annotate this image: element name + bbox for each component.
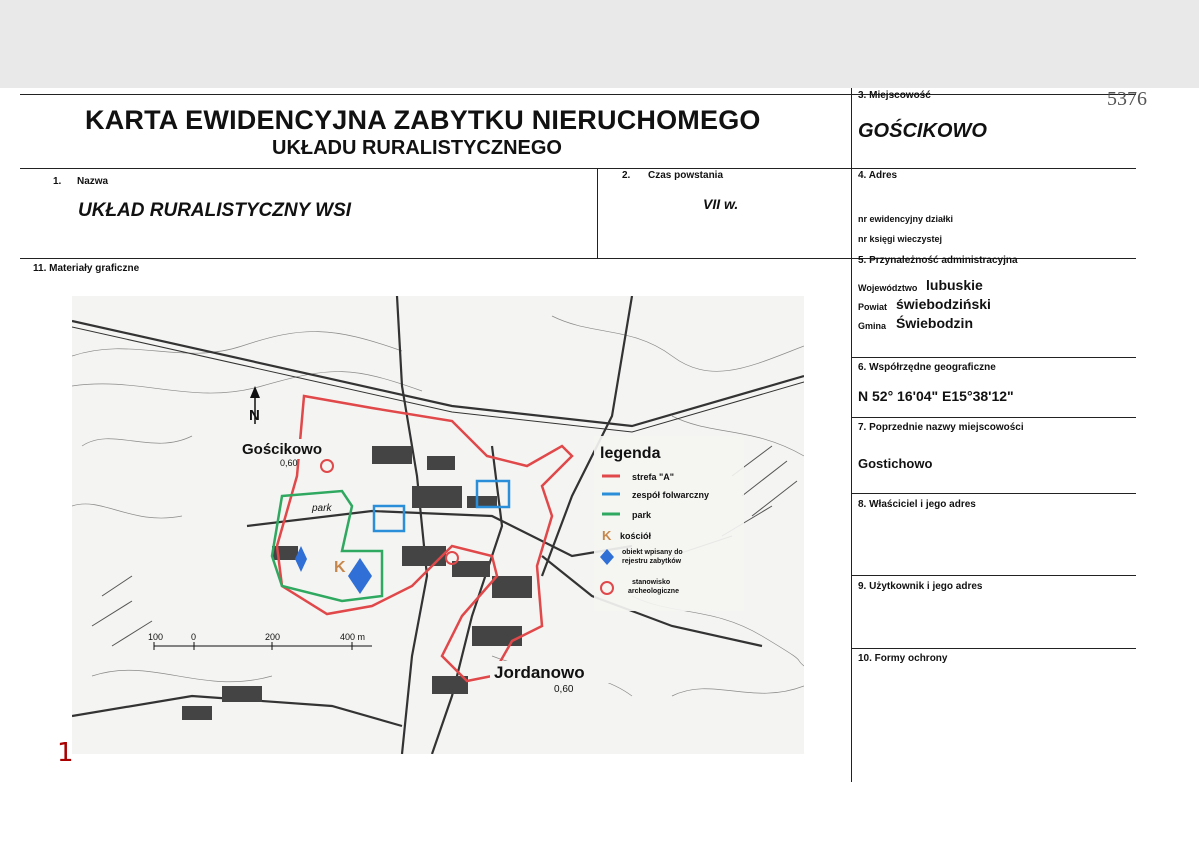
scale-tick-200: 200 xyxy=(265,632,281,642)
legend-label-archaeology-line2: archeologiczne xyxy=(628,588,679,595)
scale-tick-100: 100 xyxy=(148,632,164,642)
locality-label: 3. Miejscowość xyxy=(858,90,931,101)
voivodeship-value: lubuskie xyxy=(926,277,983,293)
commune-value: Świebodzin xyxy=(896,315,973,331)
village-north-elevation: 0,60 xyxy=(280,458,298,468)
creation-time-label: Czas powstania xyxy=(648,170,724,181)
rule-former-bottom xyxy=(851,493,1136,494)
village-south-label: Jordanowo xyxy=(494,663,585,682)
village-north-label: Gościkowo xyxy=(242,441,323,458)
former-names-value: Gostichowo xyxy=(858,456,933,471)
parcel-number-label: nr ewidencyjny działki xyxy=(858,214,954,224)
legend-label-archaeology-line1: stanowisko xyxy=(632,579,671,586)
legend-label-zone: strefa "A" xyxy=(632,472,675,482)
legend-title: legenda xyxy=(600,445,661,462)
legend-label-monument-line2: rejestru zabytków xyxy=(622,558,682,565)
rule-admin-bottom xyxy=(851,357,1136,358)
county-value: świebodziński xyxy=(896,296,991,312)
rule-user-bottom xyxy=(851,648,1136,649)
map-legend xyxy=(594,436,744,611)
name-value: UKŁAD RURALISTYCZNY WSI xyxy=(78,200,352,221)
legend-swatch-church: K xyxy=(602,528,612,543)
creation-time-number: 2. xyxy=(622,170,631,181)
county-label: Powiat xyxy=(858,302,888,312)
rule-top xyxy=(20,94,1136,95)
rule-owner-bottom xyxy=(851,575,1136,576)
former-names-label: 7. Poprzednie nazwy miejscowości xyxy=(858,422,1024,433)
village-south-elevation: 0,60 xyxy=(554,684,574,695)
graphics-label: 11. Materiały graficzne xyxy=(33,263,140,274)
scale-tick-400: 400 m xyxy=(340,632,366,642)
legend-label-park: park xyxy=(632,510,652,520)
card-title: KARTA EWIDENCYJNA ZABYTKU NIERUCHOMEGO xyxy=(85,105,761,135)
commune-label: Gmina xyxy=(858,321,887,331)
park-map-label: park xyxy=(312,503,332,514)
admin-label: 5. Przynależność administracyjna xyxy=(858,255,1018,266)
rule-coords-bottom xyxy=(851,417,1136,418)
voivodeship-label: Województwo xyxy=(858,283,918,293)
rule-name-divider xyxy=(597,168,598,258)
north-label: N xyxy=(249,407,260,424)
legend-label-monument-line1: obiekt wpisany do xyxy=(622,549,683,556)
coords-value: N 52° 16'04" E15°38'12" xyxy=(858,388,1014,404)
scale-tick-0: 0 xyxy=(191,632,197,642)
map-image xyxy=(72,296,804,754)
card-subtitle: UKŁADU RURALISTYCZNEGO xyxy=(272,137,562,159)
land-register-label: nr księgi wieczystej xyxy=(858,234,943,244)
coords-label: 6. Współrzędne geograficzne xyxy=(858,362,996,373)
name-number: 1. xyxy=(53,176,62,187)
church-marker: K xyxy=(334,559,346,576)
address-label: 4. Adres xyxy=(858,170,898,181)
user-label: 9. Użytkownik i jego adres xyxy=(858,581,983,592)
owner-label: 8. Właściciel i jego adres xyxy=(858,499,976,510)
legend-label-manor: zespół folwarczny xyxy=(632,490,710,500)
creation-time-value: VII w. xyxy=(703,196,739,212)
archive-stamp-number: 5376 xyxy=(1107,88,1147,110)
rule-header-bottom xyxy=(20,168,1136,169)
legend-label-church: kościół xyxy=(620,531,652,541)
rule-right-column xyxy=(851,88,852,782)
protection-label: 10. Formy ochrony xyxy=(858,653,948,664)
handwritten-page-mark: 1 xyxy=(57,738,74,768)
scan-top-band xyxy=(0,0,1199,88)
locality-value: GOŚCIKOWO xyxy=(858,120,987,142)
name-label: Nazwa xyxy=(77,176,109,187)
